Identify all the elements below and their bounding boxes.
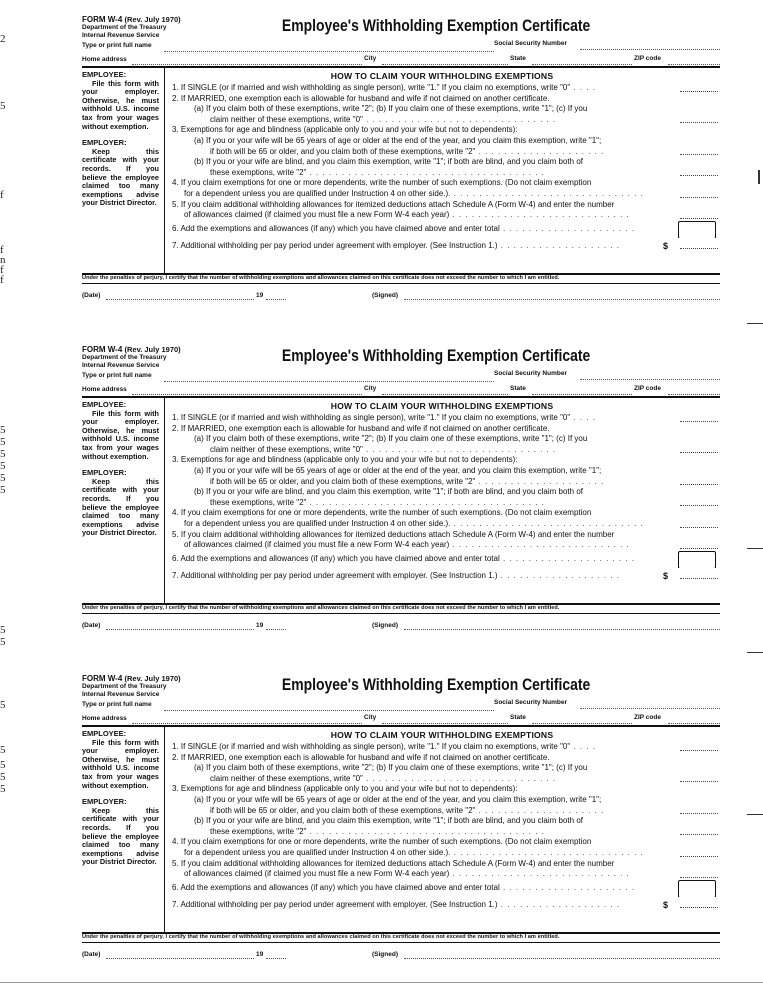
margin-mark: 5 [0, 100, 6, 112]
signed-label: (Signed) [372, 951, 398, 958]
item-2-entry[interactable] [680, 781, 718, 782]
margin-mark: 5 [0, 448, 6, 460]
item-2: 2. If MARRIED, one exemption each is allowable for husband and wife if not claimed on another certificate. [172, 752, 550, 762]
address-label: Home address [82, 715, 127, 722]
item-6: 6. Add the exemptions and allowances (if any) which you have claimed above and enter total . . . . . . . . . . . . . . . . . . . . . [172, 551, 718, 568]
form-header-left [82, 346, 272, 370]
item-1-entry[interactable] [680, 750, 718, 751]
item-2: 2. If MARRIED, one exemption each is allowable for husband and wife if not claimed on another certificate. [172, 93, 550, 103]
item-3a-entry[interactable] [680, 484, 718, 485]
department: Department of the Treasury [82, 354, 167, 361]
item-1-entry[interactable] [680, 91, 718, 92]
item-4-line2: for a dependent unless you are qualified under Instruction 4 on other side.). . . . . . . . . . . . . . . . . . . . . . . . . . . . . . . [172, 519, 718, 530]
margin-mark: 5 [0, 484, 6, 496]
year-field[interactable] [266, 958, 286, 959]
signed-label: (Signed) [372, 622, 398, 629]
form-revision: (Rev. July 1970) [124, 15, 181, 24]
margin-mark: 5 [0, 759, 6, 771]
item-3a-entry[interactable] [680, 154, 718, 155]
form-title: Employee's Withholding Exemption Certificate [281, 346, 591, 365]
margin-mark: 5 [0, 460, 6, 472]
item-2a-line1: (a) If you claim both of these exemptions, write "2"; (b) If you claim one of these exemptions, write "1"; (c) If you [194, 763, 588, 773]
form-header-left [82, 16, 272, 40]
exemption-items [172, 742, 718, 910]
name-label: Type or print full name [82, 42, 152, 49]
city-label: City [364, 714, 377, 721]
year-label: 19 [256, 292, 264, 299]
department: Department of the Treasury [82, 683, 167, 690]
margin-mark: 5 [0, 699, 6, 711]
item-5-line2: of allowances claimed (if claimed you must file a new Form W-4 each year) . . . . . . . . . . . . . . . . . . . . . . . . . . . . [172, 210, 718, 221]
address-field[interactable] [132, 64, 362, 65]
side-divider [164, 67, 165, 273]
form-revision: (Rev. July 1970) [124, 674, 181, 683]
item-4-line2: for a dependent unless you are qualified under Instruction 4 on other side.). . . . . . . . . . . . . . . . . . . . . . . . . . . . . . . [172, 848, 718, 859]
perjury-rule [82, 613, 720, 614]
item-1: 1. If SINGLE (or if married and wish withholding as single person), write "1." If you claim no exemptions, write "0" . . . . [172, 742, 718, 753]
scan-edge [0, 982, 763, 983]
form-title: Employee's Withholding Exemption Certificate [281, 16, 591, 35]
margin-mark: 5 [0, 783, 6, 795]
service: Internal Revenue Service [82, 691, 160, 698]
zip-label: ZIP code [634, 55, 661, 62]
additional-withholding-entry[interactable] [680, 907, 718, 908]
employer-heading: EMPLOYER: [82, 138, 127, 148]
margin-mark: n [0, 254, 6, 266]
edge-tick [758, 170, 760, 184]
how-to-claim-heading: HOW TO CLAIM YOUR WITHHOLDING EXEMPTIONS [330, 401, 554, 411]
signature-field[interactable] [404, 299, 720, 300]
dollar-sign: $ [662, 899, 668, 910]
item-5-entry[interactable] [680, 877, 718, 878]
item-4-line1: 4. If you claim exemptions for one or more dependents, write the number of such exemptions. (Do not claim exemption [172, 178, 592, 188]
signed-label: (Signed) [372, 292, 398, 299]
employee-text: File this form with your employer. Otherwise, he must withhold U.S. income tax from your wages without exemption. [82, 737, 159, 790]
how-to-claim-heading: HOW TO CLAIM YOUR WITHHOLDING EXEMPTIONS [330, 730, 554, 740]
item-7: 7. Additional withholding per pay period under agreement with employer. (See Instruction 1.) . . . . . . . . . . . . . . . . . . . $ [172, 238, 718, 252]
margin-mark: f [0, 274, 4, 286]
state-label: State [510, 714, 526, 721]
item-3: 3. Exemptions for age and blindness (applicable only to you and your wife but not to dependents): [172, 455, 518, 465]
department: Department of the Treasury [82, 24, 167, 31]
margin-mark: 5 [0, 624, 6, 636]
edge-tick [747, 814, 763, 815]
employer-text: Keep this certificate with your records. If you believe the employee claimed too many exemptions advise your District Director. [82, 146, 159, 208]
item-4-line1: 4. If you claim exemptions for one or more dependents, write the number of such exemptions. (Do not claim exemption [172, 508, 592, 518]
item-5-line2: of allowances claimed (if claimed you must file a new Form W-4 each year) . . . . . . . . . . . . . . . . . . . . . . . . . . . . [172, 869, 718, 880]
year-label: 19 [256, 622, 264, 629]
item-2: 2. If MARRIED, one exemption each is allowable for husband and wife if not claimed on another certificate. [172, 423, 550, 433]
employee-text: File this form with your employer. Otherwise, he must withhold U.S. income tax from your wages without exemption. [82, 78, 159, 131]
top-rule [82, 725, 720, 727]
name-label: Type or print full name [82, 372, 152, 379]
side-instructions [82, 730, 159, 867]
address-field[interactable] [132, 394, 362, 395]
item-4-line2: for a dependent unless you are qualified under Instruction 4 on other side.). . . . . . . . . . . . . . . . . . . . . . . . . . . . . . . [172, 189, 718, 200]
margin-mark: 2 [0, 33, 6, 45]
item-5-line1: 5. If you claim additional withholding allowances for itemized deductions attach Schedule A (Form W-4) and enter the number [172, 529, 615, 539]
item-1-entry[interactable] [680, 421, 718, 422]
item-2-entry[interactable] [680, 122, 718, 123]
service: Internal Revenue Service [82, 362, 160, 369]
name-field[interactable] [164, 710, 494, 711]
employer-text: Keep this certificate with your records. If you believe the employee claimed too many exemptions advise your District Director. [82, 805, 159, 867]
item-3b-line1: (b) If you or your wife are blind, and you claim this exemption, write "1"; if both are blind, and you claim both of [194, 157, 583, 167]
city-field[interactable] [382, 394, 508, 395]
total-exemptions-box[interactable] [678, 880, 716, 897]
dollar-sign: $ [662, 570, 668, 581]
zip-label: ZIP code [634, 385, 661, 392]
item-5-entry[interactable] [680, 218, 718, 219]
ssn-field[interactable] [580, 379, 720, 380]
city-field[interactable] [382, 64, 508, 65]
name-field[interactable] [164, 51, 494, 52]
state-field[interactable] [532, 723, 632, 724]
side-instructions [82, 71, 159, 208]
city-label: City [364, 55, 377, 62]
dollar-sign: $ [662, 240, 668, 251]
zip-field[interactable] [668, 394, 720, 395]
total-exemptions-box[interactable] [678, 221, 716, 238]
employer-heading: EMPLOYER: [82, 468, 127, 478]
additional-withholding-entry[interactable] [680, 578, 718, 579]
item-4-entry[interactable] [680, 527, 718, 528]
edge-tick [747, 323, 763, 324]
w4-form-3 [82, 675, 720, 975]
signature-field[interactable] [404, 629, 720, 630]
item-7: 7. Additional withholding per pay period under agreement with employer. (See Instruction 1.) . . . . . . . . . . . . . . . . . . . $ [172, 568, 718, 582]
city-label: City [364, 385, 377, 392]
year-field[interactable] [266, 629, 286, 630]
state-field[interactable] [532, 394, 632, 395]
top-rule [82, 66, 720, 68]
margin-mark: 5 [0, 424, 6, 436]
name-field[interactable] [164, 381, 494, 382]
signature-field[interactable] [404, 958, 720, 959]
perjury-rule [82, 283, 720, 284]
item-4-line1: 4. If you claim exemptions for one or more dependents, write the number of such exemptions. (Do not claim exemption [172, 837, 592, 847]
item-3a-line1: (a) If you or your wife will be 65 years of age or older at the end of the year, and you claim this exemption, write "1"; [194, 135, 602, 145]
item-4-entry[interactable] [680, 197, 718, 198]
edge-tick [747, 652, 763, 653]
item-3a-line1: (a) If you or your wife will be 65 years of age or older at the end of the year, and you claim this exemption, write "1"; [194, 465, 602, 475]
perjury-statement: Under the penalties of perjury, I certify that the number of withholding exemptions and allowances claimed on this certificate does not exceed the number to which I am entitled. [82, 934, 560, 940]
item-3a-line1: (a) If you or your wife will be 65 years of age or older at the end of the year, and you claim this exemption, write "1"; [194, 794, 602, 804]
total-exemptions-box[interactable] [678, 551, 716, 568]
service: Internal Revenue Service [82, 32, 160, 39]
date-label: (Date) [82, 292, 101, 299]
item-2a-line2: claim neither of these exemptions, write "0" . . . . . . . . . . . . . . . . . . . . . . . . . . . . . . [172, 115, 718, 126]
date-label: (Date) [82, 622, 101, 629]
side-divider [164, 397, 165, 603]
margin-mark: 5 [0, 636, 6, 648]
item-4-entry[interactable] [680, 856, 718, 857]
form-number: FORM W-4 [82, 15, 123, 24]
w4-form-1 [82, 16, 720, 316]
item-5-entry[interactable] [680, 548, 718, 549]
employer-heading: EMPLOYER: [82, 797, 127, 807]
item-3b-entry[interactable] [680, 175, 718, 176]
margin-mark: f [0, 264, 4, 276]
item-3b-line1: (b) If you or your wife are blind, and you claim this exemption, write "1"; if both are blind, and you claim both of [194, 816, 583, 826]
how-to-claim-heading: HOW TO CLAIM YOUR WITHHOLDING EXEMPTIONS [330, 71, 554, 81]
ssn-label: Social Security Number [494, 699, 567, 706]
margin-mark: 5 [0, 472, 6, 484]
perjury-rule [82, 942, 720, 943]
exemption-items [172, 83, 718, 251]
item-3b-entry[interactable] [680, 834, 718, 835]
left-margin-marks [0, 0, 12, 990]
exemption-items [172, 413, 718, 581]
item-2a-line1: (a) If you claim both of these exemptions, write "2"; (b) If you claim one of these exemptions, write "1"; (c) If you [194, 434, 588, 444]
item-3a-line2: if both will be 65 or older, and you claim both of these exemptions, write "2" . . . . . . . . . . . . . . . . . . . . [172, 147, 718, 158]
date-field[interactable] [106, 958, 254, 959]
item-3b-line2: these exemptions, write "2" . . . . . . . . . . . . . . . . . . . . . . . . . . . . . . . . . . . . . [172, 498, 718, 509]
zip-field[interactable] [668, 723, 720, 724]
item-3b-line2: these exemptions, write "2" . . . . . . . . . . . . . . . . . . . . . . . . . . . . . . . . . . . . . [172, 168, 718, 179]
date-field[interactable] [106, 629, 254, 630]
edge-tick [747, 548, 763, 549]
item-5-line2: of allowances claimed (if claimed you must file a new Form W-4 each year) . . . . . . . . . . . . . . . . . . . . . . . . . . . . [172, 540, 718, 551]
item-3: 3. Exemptions for age and blindness (applicable only to you and your wife but not to dependents): [172, 784, 518, 794]
state-field[interactable] [532, 64, 632, 65]
address-label: Home address [82, 386, 127, 393]
state-label: State [510, 55, 526, 62]
name-label: Type or print full name [82, 701, 152, 708]
side-instructions [82, 401, 159, 538]
perjury-statement: Under the penalties of perjury, I certify that the number of withholding exemptions and allowances claimed on this certificate does not exceed the number to which I am entitled. [82, 605, 560, 611]
item-5-line1: 5. If you claim additional withholding allowances for itemized deductions attach Schedule A (Form W-4) and enter the number [172, 858, 615, 868]
zip-field[interactable] [668, 64, 720, 65]
item-3b-entry[interactable] [680, 505, 718, 506]
item-3a-line2: if both will be 65 or older, and you claim both of these exemptions, write "2" . . . . . . . . . . . . . . . . . . . . [172, 806, 718, 817]
item-2-entry[interactable] [680, 452, 718, 453]
item-5-line1: 5. If you claim additional withholding allowances for itemized deductions attach Schedule A (Form W-4) and enter the number [172, 199, 615, 209]
date-field[interactable] [106, 299, 254, 300]
item-3b-line1: (b) If you or your wife are blind, and you claim this exemption, write "1"; if both are blind, and you claim both of [194, 487, 583, 497]
margin-mark: f [0, 244, 4, 256]
w4-form-2 [82, 346, 720, 646]
item-3a-line2: if both will be 65 or older, and you claim both of these exemptions, write "2" . . . . . . . . . . . . . . . . . . . . [172, 477, 718, 488]
address-label: Home address [82, 56, 127, 63]
perjury-statement: Under the penalties of perjury, I certify that the number of withholding exemptions and allowances claimed on this certificate does not exceed the number to which I am entitled. [82, 275, 560, 281]
margin-mark: f [0, 189, 4, 201]
employee-text: File this form with your employer. Otherwise, he must withhold U.S. income tax from your wages without exemption. [82, 408, 159, 461]
year-label: 19 [256, 951, 264, 958]
item-3: 3. Exemptions for age and blindness (applicable only to you and your wife but not to dependents): [172, 125, 518, 135]
margin-mark: 5 [0, 436, 6, 448]
form-number: FORM W-4 [82, 674, 123, 683]
city-field[interactable] [382, 723, 508, 724]
employee-heading: EMPLOYEE: [82, 729, 127, 738]
margin-mark: 5 [0, 771, 6, 783]
item-1: 1. If SINGLE (or if married and wish withholding as single person), write "1." If you claim no exemptions, write "0" . . . . [172, 83, 718, 94]
address-field[interactable] [132, 723, 362, 724]
year-field[interactable] [266, 299, 286, 300]
employee-heading: EMPLOYEE: [82, 400, 127, 409]
date-label: (Date) [82, 951, 101, 958]
employer-text: Keep this certificate with your records. If you believe the employee claimed too many exemptions advise your District Director. [82, 476, 159, 538]
item-2a-line1: (a) If you claim both of these exemptions, write "2"; (b) If you claim one of these exemptions, write "1"; (c) If you [194, 104, 588, 114]
item-6: 6. Add the exemptions and allowances (if any) which you have claimed above and enter total . . . . . . . . . . . . . . . . . . . . . [172, 221, 718, 238]
right-edge-marks [743, 0, 763, 990]
side-divider [164, 726, 165, 932]
item-2a-line2: claim neither of these exemptions, write "0" . . . . . . . . . . . . . . . . . . . . . . . . . . . . . . [172, 774, 718, 785]
top-rule [82, 396, 720, 398]
item-1: 1. If SINGLE (or if married and wish withholding as single person), write "1." If you claim no exemptions, write "0" . . . . [172, 413, 718, 424]
form-number: FORM W-4 [82, 345, 123, 354]
item-3a-entry[interactable] [680, 813, 718, 814]
ssn-field[interactable] [580, 49, 720, 50]
item-7: 7. Additional withholding per pay period under agreement with employer. (See Instruction 1.) . . . . . . . . . . . . . . . . . . . $ [172, 897, 718, 911]
item-2a-line2: claim neither of these exemptions, write "0" . . . . . . . . . . . . . . . . . . . . . . . . . . . . . . [172, 445, 718, 456]
form-title: Employee's Withholding Exemption Certificate [281, 675, 591, 694]
state-label: State [510, 385, 526, 392]
ssn-field[interactable] [580, 708, 720, 709]
item-3b-line2: these exemptions, write "2" . . . . . . . . . . . . . . . . . . . . . . . . . . . . . . . . . . . . . [172, 827, 718, 838]
margin-mark: 5 [0, 744, 6, 756]
zip-label: ZIP code [634, 714, 661, 721]
employee-heading: EMPLOYEE: [82, 70, 127, 79]
ssn-label: Social Security Number [494, 40, 567, 47]
item-6: 6. Add the exemptions and allowances (if any) which you have claimed above and enter total . . . . . . . . . . . . . . . . . . . . . [172, 880, 718, 897]
ssn-label: Social Security Number [494, 370, 567, 377]
form-header-left [82, 675, 272, 699]
form-revision: (Rev. July 1970) [124, 345, 181, 354]
additional-withholding-entry[interactable] [680, 248, 718, 249]
